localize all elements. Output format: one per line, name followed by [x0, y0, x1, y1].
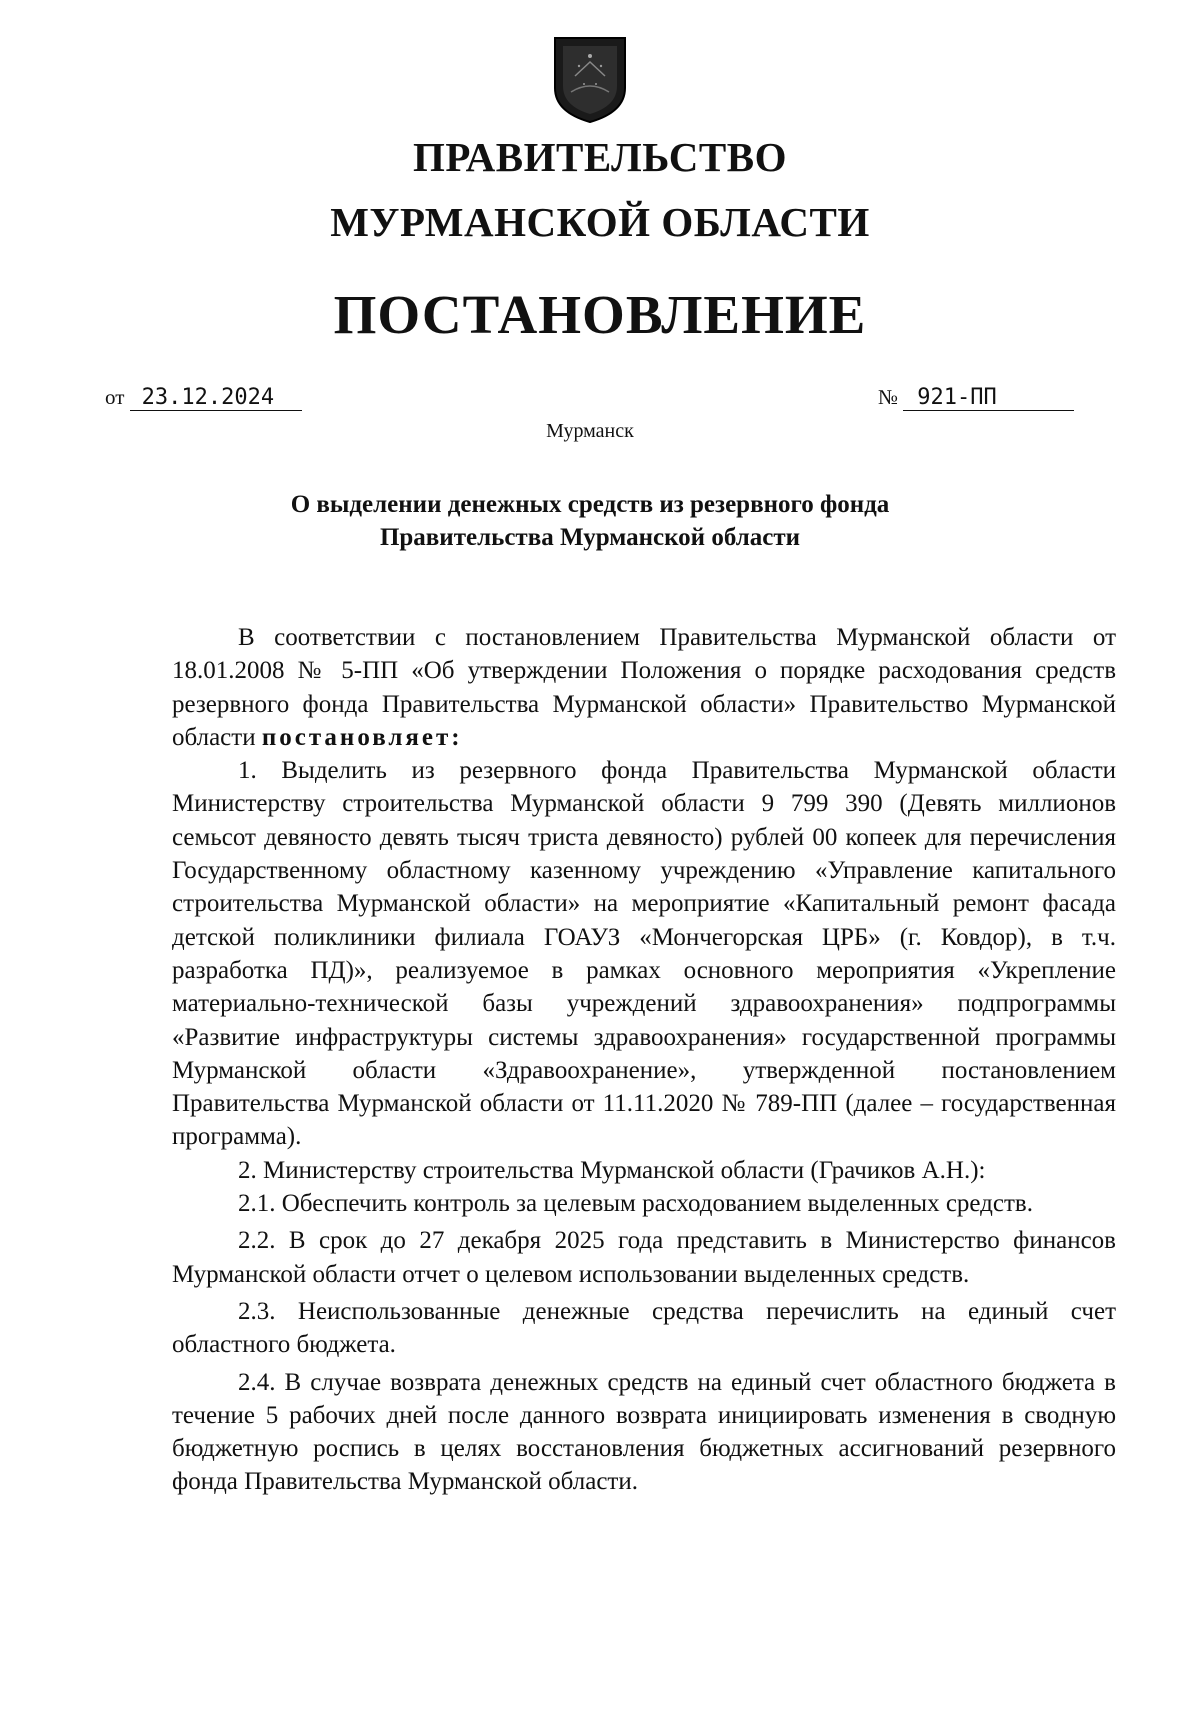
paragraph-2-3: 2.3. Неиспользованные денежные средства перечислить на единый счет областного бюджета. [172, 1297, 1116, 1359]
number-row [878, 385, 1074, 411]
document-type: ПОСТАНОВЛЕНИЕ [333, 284, 867, 345]
org-name-line2: МУРМАНСКОЙ ОБЛАСТИ [330, 199, 870, 245]
document-body [172, 621, 1116, 1499]
title-line2: Правительства Мурманской области [379, 524, 801, 551]
paragraph-2-1: 2.1. Обеспечить контроль за целевым расходованием выделенных средств. [238, 1190, 1033, 1218]
coat-of-arms-icon [549, 32, 631, 124]
date-row [105, 385, 302, 411]
city: Мурманск [546, 420, 634, 442]
title-line1: О выделении денежных средств из резервного фонда [290, 491, 890, 518]
paragraph-1: 1. Выделить из резервного фонда Правительства Мурманской области Министерству строительства Мурманской области 9 799 390 (Девять миллионов семьсот девяносто девять тысяч триста девяносто) рублей 00 копеек для перечисления Государственному областному казенному учреждению «Управление капитального строительства Мурманской области» на мероприятие «Капитальный ремонт фасада детской поликлиники филиала ГОАУЗ «Мончегорская ЦРБ» (г. Ковдор), в т.ч. разработка ПД)», реализуемое в рамках основного мероприятия «Укрепление материально-технической базы учреждений здравоохранения» подпрограммы «Развитие инфраструктуры системы здравоохранения» государственной программы Мурманской области «Здравоохранение», утвержденной постановлением Правительства Мурманской области от 11.11.2020 № 789-ПП (далее – государственная программа). [172, 757, 1116, 1151]
org-name-line1: ПРАВИТЕЛЬСТВО [412, 134, 788, 180]
number-prefix: № [878, 385, 899, 409]
date-prefix: от [105, 385, 125, 409]
preamble-text: В соответствии с постановлением Правительства Мурманской области от 18.01.2008 № 5-ПП «Об утверждении Положения о порядке расходования средств резервного фонда Правительства Мурманской области» Правительство Мурманской области [172, 624, 1116, 751]
paragraph-2: 2. Министерству строительства Мурманской области (Грачиков А.Н.): [238, 1156, 986, 1184]
resolves-word: постановляет: [261, 723, 463, 751]
document-title [0, 488, 1180, 554]
paragraph-2-2: 2.2. В срок до 27 декабря 2025 года представить в Министерство финансов Мурманской области отчет о целевом использовании выделенных средств. [172, 1227, 1116, 1288]
paragraph-2-4: 2.4. В случае возврата денежных средств на единый счет областного бюджета в течение 5 рабочих дней после данного возврата инициировать изменения в сводную бюджетную роспись в целях восстановления бюджетных ассигнований резервного фонда Правительства Мурманской области. [172, 1368, 1116, 1496]
document-date: 23.12.2024 [130, 385, 302, 411]
preamble-paragraph [172, 621, 1116, 754]
document-number: 921-ПП [903, 385, 1074, 411]
